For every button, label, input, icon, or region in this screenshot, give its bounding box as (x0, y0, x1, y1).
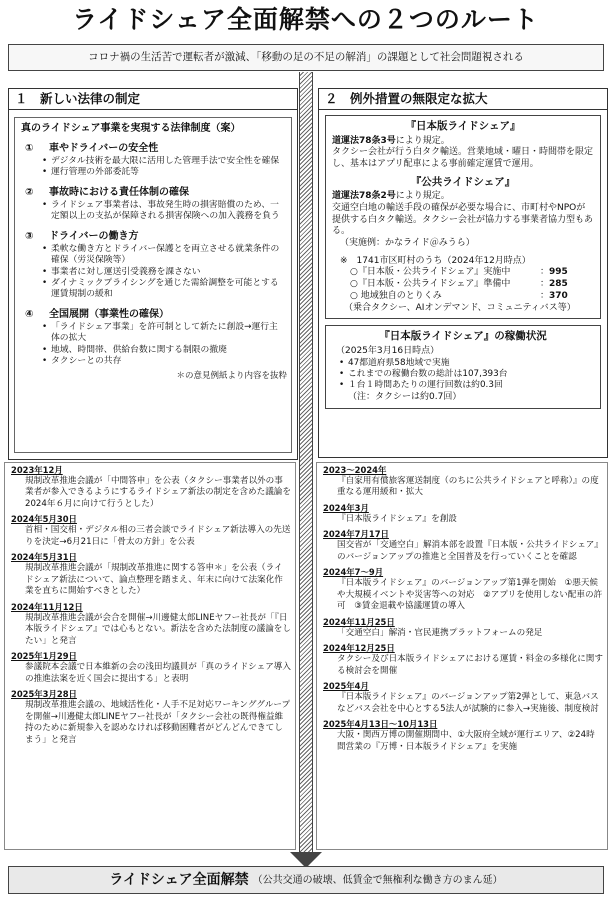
event-text: 規制改革推進会議が会合を開催→川邊健太郎LINEヤフー社長が「『日本版ライドシェア』では心もとない。新法を含めた法制度の議論をしたい」と発言 (25, 612, 291, 646)
law-group (15, 227, 291, 305)
law-group-title-text: 車やドライバーの安全性 (49, 143, 159, 154)
page-title: ライドシェア全面解禁への２つのルート (72, 5, 539, 34)
list-item: • 地域、時間帯、供給台数に関する制限の撤廃 (51, 345, 285, 356)
list-item: • 柔軟な働き方とドライバー保護とを両立させる就業条件の確保（労災保険等） (51, 244, 285, 267)
law-group-title (25, 230, 285, 243)
timeline-event (5, 512, 295, 550)
law-group-title-text: ドライバーの働き方 (49, 230, 139, 242)
japan-rideshare-title: 『日本版ライドシェア』 (405, 120, 521, 132)
intro-banner: コロナ禍の生活苦で運転者が激減、「移動の足の不足の解消」の課題として社会問題視される (8, 44, 604, 71)
status-item: • １台１時間あたりの運行回数は約0.3回 (348, 380, 594, 391)
stats-head: ※ 1741市区町村のうち（2024年12月時点） (340, 255, 531, 266)
timeline-event (317, 501, 607, 527)
stat-label: ○ 地域独自のとりくみ (350, 290, 442, 301)
public-law: 道運法78条2号 (332, 191, 396, 202)
law-group-title (25, 308, 285, 321)
footer-banner (8, 866, 604, 894)
law-proposal-title: 真のライドシェア事業を実現する法律制度（案） (21, 123, 241, 134)
event-text: 大阪・関西万博の開催期間中、①大阪府全域が運行エリア、②24時間営業の『万博・日本版ライドシェア』を実施 (337, 730, 595, 752)
timeline-event (317, 527, 607, 565)
list-item: • ダイナミックプライシングを通じた需給調整を可能とする運賃規制の緩和 (51, 278, 285, 301)
event-date: 2024年7～9月 (323, 567, 384, 578)
japan-law: 道運法78条3号 (332, 135, 396, 146)
event-date: 2024年5月31日 (11, 552, 77, 563)
law-group-number: ④ (25, 308, 34, 320)
event-date: 2024年5月30日 (11, 514, 77, 525)
timeline-event (5, 687, 295, 748)
route-2-heading: ２ 例外措置の無限定な拡大 (319, 89, 607, 110)
timeline-event (5, 600, 295, 649)
event-text: 国交省が「交通空白」解消本部を設置『日本版・公共ライドシェア』のバージョンアップの推進と全国普及を行っていくことを確認 (337, 540, 603, 562)
stat-value: 995 (549, 267, 568, 278)
list-item: • ライドシェア事業者は、事故発生時の損害賠償のため、一定額以上の支払が保障される損害保険への加入義務を負う (51, 200, 285, 223)
law-group-title-text: 事故時における責任体制の確保 (49, 186, 189, 198)
event-date: 2024年11月12日 (11, 601, 83, 612)
law-group-list (25, 322, 285, 368)
law-group-title-text: 全国展開（事業性の確保） (49, 308, 169, 320)
law-group-number: ③ (25, 230, 34, 242)
stat-value: 285 (549, 279, 568, 290)
footer-main: ライドシェア全面解禁 (109, 871, 249, 888)
law-group-list (25, 244, 285, 301)
event-text: 首相・国交相・デジタル相の三者会談でライドシェア新法導入の先送りを決定→6月21日に「骨太の方針」を公表 (25, 525, 291, 547)
center-arrow (299, 72, 313, 854)
event-date: 2025年4月13日～10月13日 (323, 719, 438, 730)
stat-label: ○『日本版・公共ライドシェア』準備中 (350, 279, 511, 290)
timeline-right (316, 462, 608, 850)
footer-sub: （公共交通の破壊、低賃金で無権利な働き方のまん延） (252, 874, 503, 886)
law-group-number: ① (25, 143, 34, 154)
stat-label: ○『日本版・公共ライドシェア』実施中 (350, 267, 511, 278)
timeline-event (317, 463, 607, 501)
event-date: 2024年7月17日 (323, 529, 389, 540)
list-item: • 運行管理の外部委託等 (51, 167, 285, 178)
public-example: （実施例：かなライド＠みうら） (340, 238, 475, 249)
route-1-section (8, 88, 298, 460)
event-text: 規制改革推進会議の、地域活性化・人手不足対応ワーキンググループを開催→川邊健太郎LINEヤフー社長が「タクシー会社の既得権益維持のために新規参入を認めなければ移動困難者がどんどんできてしまう」と発言 (25, 700, 291, 745)
list-item: • 事業者に対し運送引受義務を課さない (51, 267, 285, 278)
event-date: 2024年3月 (323, 502, 369, 513)
law-group-title (25, 142, 285, 155)
timeline-event (5, 649, 295, 687)
event-date: 2025年1月29日 (11, 651, 77, 662)
source-note: ＊の意見例紙より内容を抜粋 (176, 371, 287, 382)
timeline-event (317, 717, 607, 755)
japan-law-rest: により規定。 (395, 135, 450, 146)
timeline-event (317, 615, 607, 641)
status-date: （2025年3月16日時点） (336, 345, 440, 356)
list-item: • 「ライドシェア事業」を許可制として新たに創設→運行主体の拡大 (51, 322, 285, 345)
event-date: 2023～2024年 (323, 465, 387, 475)
status-item: • これまでの稼働台数の総計は107,393台 (348, 369, 594, 380)
event-date: 2023年12月 (11, 465, 63, 475)
public-law-rest: により規定。 (395, 191, 450, 202)
stat-row: ○『日本版・公共ライドシェア』準備中 ： 285 (350, 279, 568, 290)
event-date: 2024年11月25日 (323, 616, 395, 627)
status-item: • 47都道府県58地域で実施 (348, 358, 594, 369)
law-group-list (25, 156, 285, 179)
route-2-section (318, 88, 608, 458)
stats-tail: （乗合タクシー、AIオンデマンド、コミュニティバス等） (344, 302, 576, 313)
law-group (15, 139, 291, 183)
event-text: 『日本版ライドシェア』のバージョンアップ第1弾を開始 ①悪天候や大規模イベントや災害等への対応 ②アプリを使用しない配車の許可 ③賃金退載や協議運賃の導入 (337, 578, 603, 612)
timeline-event (317, 679, 607, 717)
timeline-event (317, 565, 607, 614)
law-group (15, 183, 291, 227)
timeline-event (5, 550, 295, 599)
list-item: • タクシーとの共存 (51, 356, 285, 367)
timeline-event (317, 641, 607, 679)
law-proposal-box (14, 117, 292, 453)
stat-row: ○『日本版・公共ライドシェア』実施中 ： 995 (350, 267, 568, 278)
event-date: 2025年4月 (323, 681, 369, 692)
event-text: 『日本版ライドシェア』を創設 (337, 513, 457, 524)
event-text: 『日本版ライドシェア』のバージョンアップ第2弾として、東急バスなどバス会社を中心とする5法人が試験的に参入→実施後、制度検討 (337, 692, 599, 714)
law-group-title (25, 186, 285, 199)
public-body: 交通空白地の輸送手段の確保が必要な場合に、市町村やNPOが提供する白タク輸送。タクシー会社が協力する事業者協力型もある。 (332, 203, 594, 237)
law-group-number: ② (25, 186, 34, 198)
law-group (15, 305, 291, 372)
status-box (325, 325, 601, 408)
stat-row: ○ 地域独自のとりくみ ： 370 (350, 290, 568, 301)
timeline-left (4, 462, 296, 850)
public-rideshare-title: 『公共ライドシェア』 (410, 175, 516, 188)
event-date: 2024年12月25日 (323, 643, 395, 654)
event-text: 「交通空白」解消・官民連携プラットフォームの発足 (337, 627, 543, 638)
ridesharing-types-box (325, 115, 601, 319)
route-1-heading: １ 新しい法律の制定 (9, 89, 297, 110)
event-text: 参議院本会議で日本維新の会の浅田均議員が「真のライドシェア導入の推進法案を近く国会に提出する」と表明 (25, 662, 291, 684)
event-text: 規制改革推進会議が「規制改革推進に関する答申＊」を公表（ライドシェア新法について、論点整理を踏まえ、年末に向けて法案化作業を直ちに開始すべきとした） (25, 563, 283, 597)
event-text: 『自家用有償旅客運送制度（のちに公共ライドシェアと呼称）』の度重なる運用緩和・拡大 (337, 475, 599, 498)
timeline-event (5, 463, 295, 512)
stat-value: 370 (549, 290, 568, 301)
status-note: （注：タクシーは約0.7回） (348, 391, 462, 402)
law-group-list (25, 200, 285, 223)
event-text: 規制改革推進会議が「中間答申」を公表（タクシー事業者以外の事業者が参入できるようにするライドシェア新法の制定を含めた議論を2024年６月に向けて行うとした） (25, 475, 291, 509)
event-date: 2025年3月28日 (11, 689, 77, 700)
japan-body: タクシー会社が行う白タク輸送。営業地域・曜日・時間帯を限定し、基本はアプリ配車による事前確定運賃で運用。 (332, 147, 594, 170)
event-text: タクシー及び日本版ライドシェアにおける運賃・料金の多様化に関する検討会を開催 (337, 654, 603, 676)
status-title: 『日本版ライドシェア』の稼働状況 (379, 330, 547, 343)
list-item: • デジタル技術を最大限に活用した管理手法で安全性を確保 (51, 156, 285, 167)
